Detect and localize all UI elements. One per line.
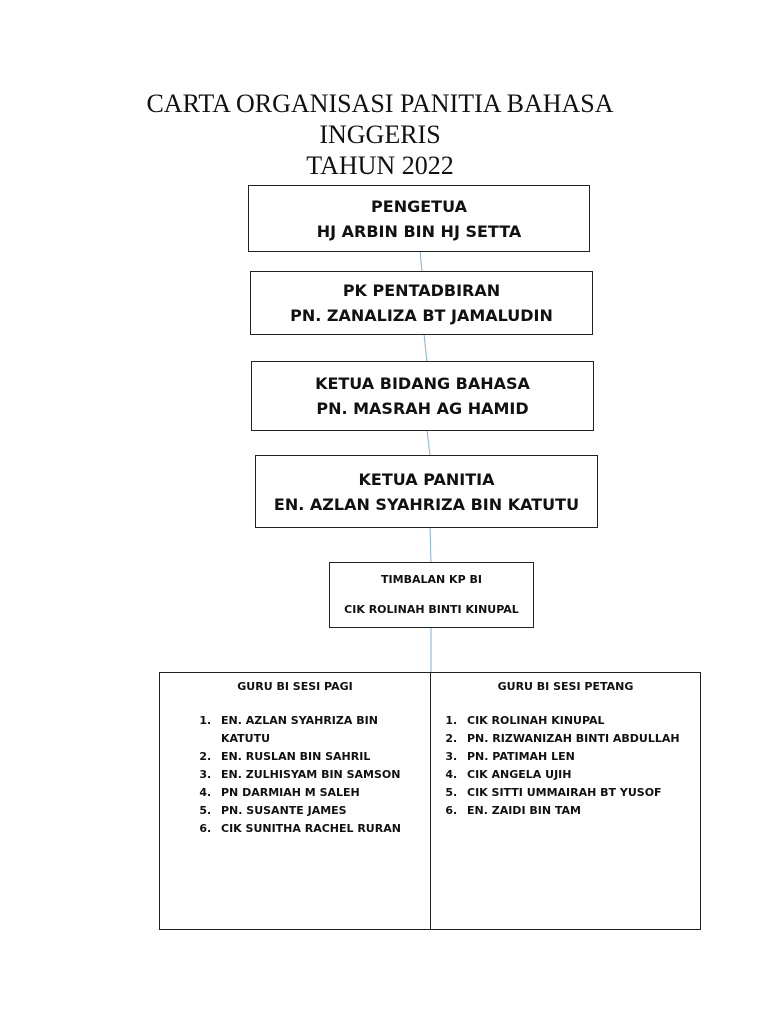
box-pk-pentadbiran (250, 271, 593, 335)
box-pengetua (248, 185, 590, 252)
column-heading: GURU BI SESI PAGI (237, 680, 353, 693)
person-name: HJ ARBIN BIN HJ SETTA (316, 221, 522, 241)
box-timbalan-kp (329, 562, 534, 628)
column-sesi-pagi (160, 673, 430, 929)
list-item: 1. CIK ROLINAH KINUPAL (461, 712, 692, 730)
list-item: 2. PN. RIZWANIZAH BINTI ABDULLAH (461, 730, 692, 748)
role-label: KETUA PANITIA (358, 469, 495, 489)
person-name: CIK ROLINAH BINTI KINUPAL (344, 603, 519, 616)
role-label: KETUA BIDANG BAHASA (315, 374, 530, 393)
title-line-2: INGGERIS (319, 120, 441, 149)
list-item: 6. EN. ZAIDI BIN TAM (461, 802, 692, 820)
title-line-3: TAHUN 2022 (306, 151, 454, 180)
teacher-list-petang (431, 712, 692, 820)
list-item: 3. PN. PATIMAH LEN (461, 748, 692, 766)
page-title (120, 88, 640, 181)
list-item: 4. CIK ANGELA UJIH (461, 766, 692, 784)
list-item: 1. EN. AZLAN SYAHRIZA BIN KATUTU (215, 712, 430, 748)
box-ketua-bidang-bahasa (251, 361, 594, 431)
box-ketua-panitia (255, 455, 598, 528)
title-line-1: CARTA ORGANISASI PANITIA BAHASA (146, 89, 614, 118)
list-item: 6. CIK SUNITHA RACHEL RURAN (215, 820, 430, 838)
list-item: 2. EN. RUSLAN BIN SAHRIL (215, 748, 430, 766)
teachers-table (159, 672, 701, 930)
list-item: 5. CIK SITTI UMMAIRAH BT YUSOF (461, 784, 692, 802)
list-item: 4. PN DARMIAH M SALEH (215, 784, 430, 802)
person-name: PN. ZANALIZA BT JAMALUDIN (290, 306, 553, 325)
column-sesi-petang (430, 673, 700, 929)
teacher-list-pagi (160, 712, 430, 838)
role-label: PK PENTADBIRAN (342, 281, 501, 300)
role-label: TIMBALAN KP BI (381, 573, 482, 586)
list-item: 3. EN. ZULHISYAM BIN SAMSON (215, 766, 430, 784)
role-label: PENGETUA (371, 196, 467, 216)
list-item: 5. PN. SUSANTE JAMES (215, 802, 430, 820)
person-name: PN. MASRAH AG HAMID (316, 399, 529, 418)
column-heading: GURU BI SESI PETANG (497, 680, 634, 693)
person-name: EN. AZLAN SYAHRIZA BIN KATUTU (273, 494, 580, 514)
